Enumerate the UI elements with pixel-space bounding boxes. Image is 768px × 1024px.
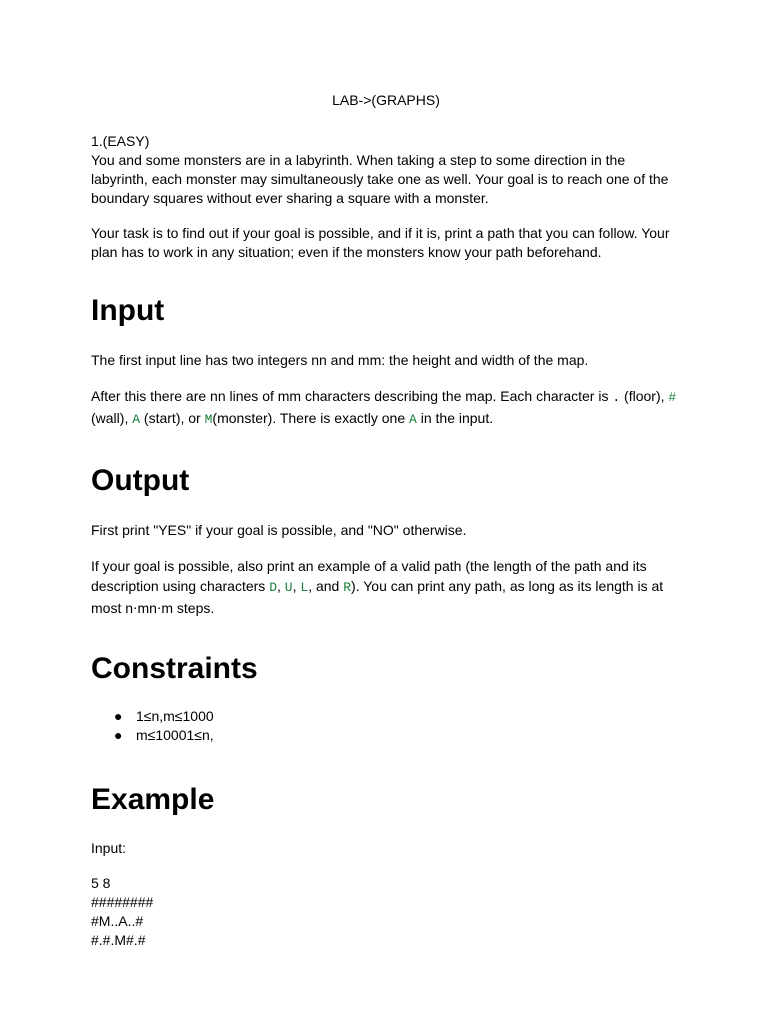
bullet-icon: ● [114, 727, 123, 743]
constraints-list [91, 707, 681, 745]
char-l: L [300, 580, 309, 595]
monster-char: M [204, 412, 213, 427]
constraint-text: m≤10001≤n, [136, 727, 214, 743]
start-char: A [132, 412, 141, 427]
constraint-item [114, 707, 681, 726]
sep-3: , and [308, 578, 344, 594]
char-d: D [269, 580, 278, 595]
input-text-e: (monster). There is exactly one [212, 410, 410, 426]
example-line: #.#.M#.# [91, 932, 146, 948]
input-text-d: (start), or [140, 410, 205, 426]
char-u: U [284, 580, 293, 595]
output-heading: Output [91, 464, 190, 497]
input-text-a: After this there are nn lines of mm characters describing the map. Each character is [91, 388, 613, 404]
document-page [91, 91, 681, 950]
intro-paragraph: You and some monsters are in a labyrinth. When taking a step to some direction in the labyrinth, each monster may simultaneously take one as well. Your goal is to reach one of the boundary squares without ever sharing a square with a monster. [91, 152, 669, 206]
example-heading: Example [91, 783, 215, 816]
bullet-icon: ● [114, 708, 123, 724]
sep-2: , [292, 578, 301, 594]
document-title: LAB->(GRAPHS) [332, 92, 440, 108]
output-line-2 [91, 556, 681, 618]
wall-char: # [668, 390, 677, 405]
output-line-1: First print "YES" if your goal is possible, and "NO" otherwise. [91, 522, 467, 538]
example-input-label: Input: [91, 840, 127, 856]
output-text-b: ). You can print any path, as long as its length is at most n⋅mn⋅m steps. [91, 578, 664, 616]
example-line: 5 8 [91, 875, 111, 891]
task-label: 1.(EASY) [91, 133, 150, 149]
constraints-heading: Constraints [91, 652, 258, 685]
char-r: R [343, 580, 352, 595]
constraint-item [114, 726, 681, 745]
input-text-b: (floor), [620, 388, 669, 404]
example-input-block [91, 874, 681, 950]
constraint-text: 1≤n,m≤1000 [136, 708, 214, 724]
input-line-2 [91, 386, 681, 430]
start-char-2: A [409, 412, 417, 427]
input-text-f: in the input. [416, 410, 494, 426]
input-heading: Input [91, 294, 165, 327]
input-line-1: The first input line has two integers nn and mm: the height and width of the map. [91, 352, 589, 368]
example-line: #M..A..# [91, 913, 144, 929]
task-paragraph: Your task is to find out if your goal is possible, and if it is, print a path that you can follow. Your plan has to work in any situation; even if the monsters know your path beforehand. [91, 225, 670, 260]
input-text-c: (wall), [91, 410, 133, 426]
sep-1: , [277, 578, 285, 594]
output-text-a: If your goal is possible, also print an example of a valid path (the length of the path and its description using characters [91, 558, 647, 594]
floor-char: . [612, 390, 621, 405]
example-line: ######## [91, 894, 154, 910]
